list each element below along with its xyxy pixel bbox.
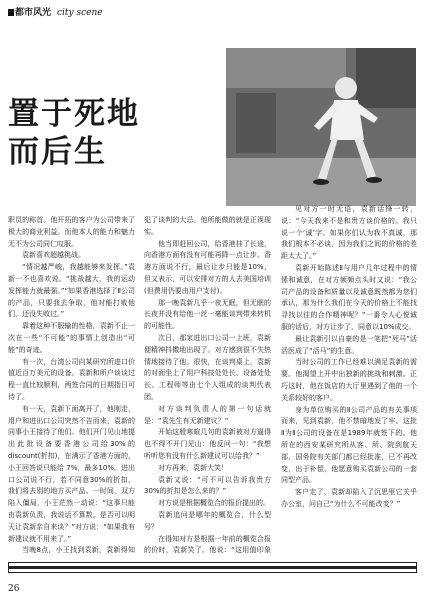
paragraph: 开始这般寒暄几句的袁新被对方逼得也不得不开门见山：他反问一句：“我想听听您有没有什么新建议可以给我？” xyxy=(144,428,271,460)
paragraph: 他当即赶回公司，给香港挂了长途，向香港方面有没有可能再降一点让步。香港方面说不行，最后让步只能是10%，但又表示，可以安排对方的人去美国培训(但费用仍要由用户支付)。 xyxy=(144,239,271,295)
paragraph: 有一次，台湾公司向某研究所进口价值近百万美元的设备。袁新和所户谈谈过程一直比较顺利，两签合同的日期指日可待了。 xyxy=(8,357,135,401)
paragraph: 那一晚袁新几乎一夜无眠，但无眠的长夜并没有给他一丝一毫能谈判带来转机的可能性。 xyxy=(144,298,271,331)
section-title-en: city scene xyxy=(57,8,103,18)
paragraph: 对方谈判负责人的第一句话就是：“袁先生有无新建议？” xyxy=(144,404,271,425)
title-line-1: 置于死地 xyxy=(8,96,140,132)
paragraph: 袁新追问是哪年的概览合，什么型号？ xyxy=(144,510,271,531)
paragraph: “情况越严峻，我越能够来发挥。”袁新一不也喜欢说。“挑战越大，我的运动发挥能力就最强。”“如果香港选择了Ⅱ公司的产品，只要我去争取，他对能打败他们，还没失败过。” xyxy=(8,263,135,319)
paragraph: 袁新开始陈述Ⅱ与用户几年过程中的情愫和诚意，在对方频频点头时又说：“我公司产品的设备和质量以及诚意既然都为您们承认，那为什么我们在今天的价格上不能找寻找以往的合作精神呢？”一番令人心悦诚服的话后，对方让步了，同意以10%成交。 xyxy=(281,263,417,331)
paragraph: 当晚8点，小王找到袁新，袁新得知 xyxy=(22,546,135,555)
paragraph: 见对方一时无语，袁新话锋一转，说：“今天我来不是和贵方谈价格的。我只说一个‘诚’字。如果你们认为我不真诚，那我们根本不必谈，因为我们之间的价格的差距太大了。” xyxy=(281,205,417,261)
article-title xyxy=(8,95,223,171)
paragraph: 有一天，袁新下面离开了，他刚走，用户和进出口公司突然不告而来，袁新的同事小王接待了他们。他们开门见山地提出此批设备要香港公司给30%的 discount(折扣)，在满示了香港方面的，小王回答说只能给 7%，最多10%。进出口公司说不行，若不同意30%的折扣，我们将去别的地方买产品。一时间，双方陷入僵局，小王茫然一动说：“这事只能由袁新负责，我说话不算数。是否可以明天让袁新亲自来谈？”对方说：“如果我有新建议就不用来了。” xyxy=(8,404,135,543)
paragraph: 客户走了，袁新却陷入了沉思里它关乎办公室，问自己“为什么不可能改变？” xyxy=(281,488,417,508)
title-line-2: 而后生 xyxy=(8,134,107,170)
paragraph: 最让袁新引以自豪的是一笔把“死马”活活医成了“活马”的生意。 xyxy=(281,334,417,355)
square-bullet-icon xyxy=(8,9,14,16)
paragraph: 职员的称首。他开拓的客户为公司带来了极大的商业利益。而他本人的能力和魅力无不为公司同仁叹服。 xyxy=(8,216,135,248)
paragraph: 袁新又说：“可不可以告诉我贵方30%的折扣是怎么来的？” xyxy=(144,475,271,496)
paragraph: 身为单位购买的Ⅱ公司产品的有关事项而来，见到袁新，他不禁暗地发了牢。这批Ⅱ为Ⅱ公司的设备在是1989年就签下的。他所在的西安某研究所从客、所、院到航天部、国务院有关部门都已经批准，已不再改变，出于补偿，他愿意购买袁新公司的一套同型产品。 xyxy=(281,405,417,485)
paragraph: 靠着这种不服输的性格，袁新不止一次在一些“不可能”的事情上创造出“可能”的奇迹。 xyxy=(8,322,135,354)
section-title-zh: 都市风光 xyxy=(15,8,52,18)
paragraph: 对方再来，袁新大笑！ xyxy=(158,463,228,472)
text-column-2 xyxy=(144,215,271,557)
paragraph: 当时公司的工作已经难以满足袁新的需要。他渴望上开中出独新的挑战和刺激。正巧这时，他在饭店的大厅里遇到了他的一个关系较好的客户。 xyxy=(281,358,417,402)
paragraph: 次日，那家进出口公司一上班，袁新便精神抖擞地出现了。对方感到很不失热情地接待了他。很快，在谈判桌上，袁新的对面坐上了用户科技处处长、设备处处长、工程师等由七个人组成的谈判代表团。 xyxy=(144,333,271,401)
paragraph: 对方说是根据概览合的报价提出的。 xyxy=(158,499,270,508)
paragraph: 袁新喜欢超越挑战。 xyxy=(22,251,85,260)
footer-rule xyxy=(8,562,417,573)
text-column-1 xyxy=(8,215,135,557)
paragraph: 在得知对方是根据一年前的概览合报的价时，袁新笑了。他说：“这用值印象 xyxy=(144,534,271,555)
walking-man-photo xyxy=(226,48,416,206)
article-photo xyxy=(226,48,416,206)
text-column-3 xyxy=(281,204,417,559)
section-header xyxy=(8,8,103,19)
paragraph: 犯了谈判的大忌。他所能做的就是正视现实。 xyxy=(144,216,271,236)
page-number: 26 xyxy=(8,584,20,594)
